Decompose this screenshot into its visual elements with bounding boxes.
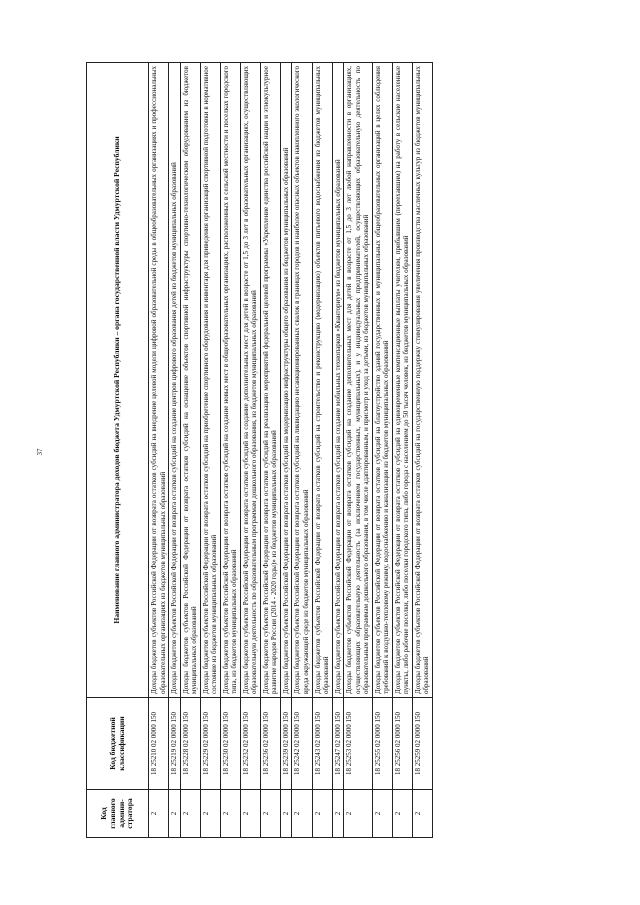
description-cell: Доходы бюджетов субъектов Российской Федерации от возврата остатков субсидий на единовременные компенсационные выплаты учителям, прибывшим (переехавшим) на работу в сельские населенные пункты, либо рабочие поселки, либо поселки городского типа, либо города с населением до 50 тысяч человек, из бюджетов муниципальных образований bbox=[392, 63, 412, 698]
description-cell: Доходы бюджетов субъектов Российской Федерации от возврата остатков субсидий на создание дополнительных мест для детей в возрасте от 1,5 до 3 лет любой направленности в организациях, осуществляющих образовательную деятельность (за исключением государственных, муниципальных), и у индивидуальных предпринимателей, осуществляющих образовательную деятельность по образовательным программам дошкольного образования, в том числе адаптированным, и присмотр и уход за детьми, из бюджетов муниципальных образований bbox=[344, 63, 373, 698]
admin-code-cell: 2 bbox=[332, 790, 344, 838]
description-cell: Доходы бюджетов субъектов Российской Федерации от возврата остатков субсидий на строительство и реконструкцию (модернизацию) объектов питьевого водоснабжения из бюджетов муниципальных образований bbox=[312, 63, 332, 698]
budget-code-cell: 18 25229 02 0000 150 bbox=[200, 698, 220, 790]
header-admin-code: Код главного админи-стратора bbox=[87, 790, 149, 838]
description-cell: Доходы бюджетов субъектов Российской Федерации от возврата остатков субсидий на ликвидацию несанкционированных свалок в границах городов и наиболее опасных объектов накопленного экологического вреда окружающей среде из бюджетов муниципальных образований bbox=[292, 63, 312, 698]
budget-code-cell: 18 25242 02 0000 150 bbox=[292, 698, 312, 790]
budget-code-cell: 18 25256 02 0000 150 bbox=[392, 698, 412, 790]
table-row bbox=[200, 63, 220, 838]
table-row bbox=[292, 63, 312, 838]
description-cell: Доходы бюджетов субъектов Российской Федерации от возврата остатков субсидий на создание дополнительных мест для детей в возрасте от 1,5 до 3 лет в образовательных организациях, осуществляющих образовательную деятельность по образовательным программам дошкольного образования, из бюджетов муниципальных образований bbox=[240, 63, 260, 698]
table-row bbox=[412, 63, 432, 838]
revenue-admin-table bbox=[86, 62, 433, 838]
table-row bbox=[260, 63, 280, 838]
budget-code-cell: 18 25210 02 0000 150 bbox=[149, 698, 169, 790]
admin-code-cell: 2 bbox=[372, 790, 392, 838]
description-cell: Доходы бюджетов субъектов Российской Федерации от возврата остатков субсидий на реализацию мероприятий федеральной целевой программы «Укрепление единства российской нации и этнокультурное развитие народов России (2014 - 2020 годы)» из бюджетов муниципальных образований bbox=[260, 63, 280, 698]
budget-code-cell: 18 25219 02 0000 150 bbox=[169, 698, 181, 790]
admin-code-cell: 2 bbox=[149, 790, 169, 838]
admin-code-cell: 2 bbox=[240, 790, 260, 838]
description-cell: Доходы бюджетов субъектов Российской Федерации от возврата остатков субсидий на государственную поддержку стимулирования увеличения производства масличных культур из бюджетов муниципальных образований bbox=[412, 63, 432, 698]
admin-code-cell: 2 bbox=[180, 790, 200, 838]
table-row bbox=[344, 63, 373, 838]
budget-code-cell: 18 25232 02 0000 150 bbox=[240, 698, 260, 790]
budget-code-cell: 18 25239 02 0000 150 bbox=[280, 698, 292, 790]
page-number: 37 bbox=[36, 448, 44, 456]
description-cell: Доходы бюджетов субъектов Российской Федерации от возврата остатков субсидий на создание новых мест в общеобразовательных организациях, расположенных в сельской местности и поселках городского типа, из бюджетов муниципальных образований bbox=[220, 63, 240, 698]
budget-code-cell: 18 25236 02 0000 150 bbox=[260, 698, 280, 790]
admin-code-cell: 2 bbox=[392, 790, 412, 838]
table-row bbox=[312, 63, 332, 838]
description-cell: Доходы бюджетов субъектов Российской Федерации от возврата остатков субсидий на благоустройство зданий государственных и муниципальных общеобразовательных организаций в целях соблюдения требований к воздушно-тепловому режиму, водоснабжению и канализации из бюджетов муниципальных образований bbox=[372, 63, 392, 698]
budget-code-cell: 18 25228 02 0000 150 bbox=[180, 698, 200, 790]
admin-code-cell: 2 bbox=[200, 790, 220, 838]
budget-code-cell: 18 25259 02 0000 150 bbox=[412, 698, 432, 790]
description-cell: Доходы бюджетов субъектов Российской Федерации от возврата остатков субсидий на внедрение целевой модели цифровой образовательной среды в общеобразовательных организациях и профессиональных образовательных организациях из бюджетов муниципальных образований bbox=[149, 63, 169, 698]
table-row bbox=[169, 63, 181, 838]
admin-code-cell: 2 bbox=[220, 790, 240, 838]
budget-code-cell: 18 25230 02 0000 150 bbox=[220, 698, 240, 790]
description-cell: Доходы бюджетов субъектов Российской Федерации от возврата остатков субсидий на создание центров цифрового образования детей из бюджетов муниципальных образований bbox=[169, 63, 181, 698]
admin-code-cell: 2 bbox=[280, 790, 292, 838]
description-cell: Доходы бюджетов субъектов Российской Федерации от возврата остатков субсидий на оснащение объектов спортивной инфраструктуры спортивно-технологическим оборудованием из бюджетов муниципальных образований bbox=[180, 63, 200, 698]
budget-code-cell: 18 25243 02 0000 150 bbox=[312, 698, 332, 790]
budget-code-cell: 18 25247 02 0000 150 bbox=[332, 698, 344, 790]
table-row bbox=[220, 63, 240, 838]
description-cell: Доходы бюджетов субъектов Российской Федерации от возврата остатков субсидий на модернизацию инфраструктуры общего образования из бюджетов муниципальных образований bbox=[280, 63, 292, 698]
admin-code-cell: 2 bbox=[344, 790, 373, 838]
table-row bbox=[392, 63, 412, 838]
admin-code-cell: 2 bbox=[260, 790, 280, 838]
header-admin-name: Наименование главного администратора доходов бюджета Удмуртской Республики – органа государственной власти Удмуртской Республики bbox=[87, 63, 149, 698]
admin-code-cell: 2 bbox=[312, 790, 332, 838]
admin-code-cell: 2 bbox=[292, 790, 312, 838]
table-row bbox=[280, 63, 292, 838]
table-header-row bbox=[87, 63, 149, 838]
table-row bbox=[240, 63, 260, 838]
table-row bbox=[149, 63, 169, 838]
description-cell: Доходы бюджетов субъектов Российской Федерации от возврата остатков субсидий на приобретение спортивного оборудования и инвентаря для приведения организаций спортивной подготовки в нормативное состояние из бюджетов муниципальных образований bbox=[200, 63, 220, 698]
admin-code-cell: 2 bbox=[169, 790, 181, 838]
description-cell: Доходы бюджетов субъектов Российской Федерации от возврата остатков субсидий на создание мобильных технопарков «Кванториум» из бюджетов муниципальных образований bbox=[332, 63, 344, 698]
header-budget-code: Код бюджетной классификации bbox=[87, 698, 149, 790]
table-row bbox=[180, 63, 200, 838]
admin-code-cell: 2 bbox=[412, 790, 432, 838]
budget-code-cell: 18 25255 02 0000 150 bbox=[372, 698, 392, 790]
table-row bbox=[332, 63, 344, 838]
rotated-table-wrapper bbox=[86, 63, 607, 838]
table-row bbox=[372, 63, 392, 838]
budget-code-cell: 18 25253 02 0000 150 bbox=[344, 698, 373, 790]
table-body bbox=[149, 63, 433, 838]
